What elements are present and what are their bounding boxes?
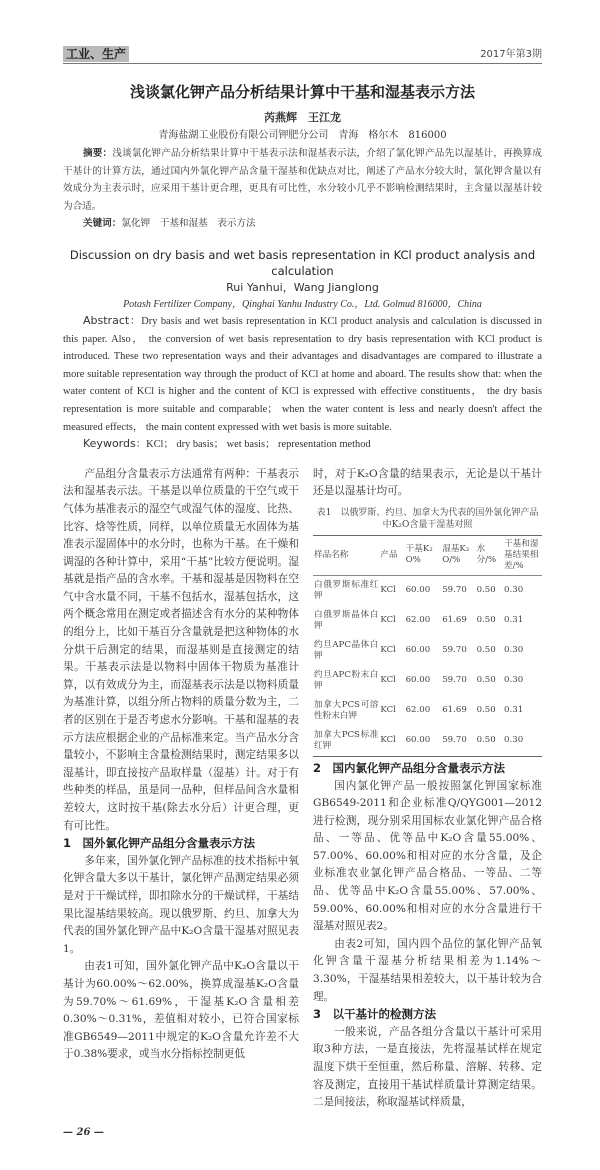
table-cell: 0.50	[476, 705, 496, 716]
table-cell: 0.50	[476, 675, 496, 686]
english-affiliation: Potash Fertilizer Company，Qinghai Yanhu Industry Co.，Ltd. Golmud 816000，China	[123, 298, 482, 310]
english-abstract	[63, 313, 542, 436]
table-cell: 0.50	[476, 645, 496, 656]
table-cell: KCl	[380, 735, 396, 746]
table-cell: 0.30	[504, 585, 524, 596]
table-cell: 59.70	[442, 735, 467, 746]
table-cell: 白俄罗斯标准红钾	[314, 579, 379, 601]
right-column	[313, 466, 542, 1112]
table-cell: 0.50	[476, 735, 496, 746]
table-cell: 白俄罗斯晶体白钾	[314, 609, 379, 631]
data-table	[313, 535, 542, 757]
table-cell: 约旦APC晶体白钾	[314, 639, 379, 661]
english-keywords	[63, 436, 542, 454]
table-header-cell: 湿基K₂O/%	[441, 535, 475, 575]
journal-issue: 2017年第3期	[480, 49, 542, 60]
body-columns	[63, 466, 542, 1112]
table-caption: 表1 以俄罗斯、约旦、加拿大为代表的国外氯化钾产品中K₂O含量干湿基对照	[316, 507, 539, 530]
table-row	[313, 696, 542, 726]
english-keywords-text: ：KCl； dry basis； wet basis； representation method	[135, 439, 371, 451]
left-column	[63, 466, 299, 1064]
abstract-cn-text: 浅谈氯化钾产品分析结果计算中干基表示法和湿基表示法，介绍了氯化钾产品先以湿基计，再换算成干基计的计算方法，通过国内外氯化钾产品含量干湿基和优缺点对比，阐述了产品水分较大时，氯化钾含量以有效成分为主表示时，应采用干基计更合理，更具有可比性，水分较小几乎不影响检测结果时，主含量以湿基计较为合适。	[63, 148, 543, 212]
table-header-cell: 干基和湿基结果相差/%	[503, 535, 542, 575]
english-abstract-label: Abstract	[83, 313, 130, 327]
table-cell: KCl	[380, 705, 396, 716]
table-cell: 约旦APC粉末白钾	[314, 669, 379, 691]
table-cell: 0.31	[504, 705, 524, 716]
table-cell: 0.50	[476, 585, 496, 596]
keywords-cn-label: 关键词：	[83, 218, 122, 230]
table-cell: 60.00	[405, 645, 431, 656]
table-header-cell: 水分/%	[476, 535, 503, 575]
table-cell: KCl	[380, 645, 396, 656]
abstract-cn-label: 摘要：	[83, 148, 113, 159]
abstract-cn	[63, 145, 542, 215]
table-cell: KCl	[380, 675, 396, 686]
keywords-cn	[63, 215, 542, 233]
table-cell: 0.30	[504, 645, 524, 656]
table-header-row	[313, 535, 542, 575]
table-cell: 60.00	[405, 735, 431, 746]
english-keywords-label: Keywords	[83, 437, 136, 451]
body-paragraph: 时，对于K₂O含量的结果表示，无论是以干基计还是以湿基计均可。	[313, 467, 542, 498]
table-row	[313, 636, 542, 666]
authors: 芮燕辉 王江龙	[264, 111, 341, 124]
table-cell: 0.30	[504, 735, 524, 746]
table-cell: 59.70	[442, 675, 467, 686]
table-header-cell: 产品	[379, 535, 404, 575]
body-paragraph: 产品组分含量表示方法通常有两种：干基表示法和湿基表示法。干基是以单位质量的干空气或干气体为基准表示的湿空气或湿气体的湿度、比热、比容、焓等性质，同样，以单位质量无水固体为基准表示湿固体中的水分时，也称为干基。在干燥和调湿的各种计算中，采用“干基”比较方便说明。湿基就是指产品的含水率。干基和湿基是因物料在空气中含水量不同，干基不包括水，湿基包括水，这两个概念常用在测定或者描述含有水分的某种物体的组分上，比如干基百分含量就是把这种物体的水分烘干后测定的结果，而湿基则是直接测定的结果。干基表示法是以物料中固体干物质为基准计算，以有效成分为主，而湿基表示法是以物料质量为基准计算，以组分所占物料的质量分数为主，二者的区别在于是否考虑水分影响。干基和湿基的表示方法应根据企业的产品标准来定。当产品水分含量较小，不影响主含量检测结果时，测定结果多以湿基计，即直接按产品取样量（湿基）计。对于有些种类的样品，虽是同一品种，但样品间含水量相差较大，这时按干基(除去水分后）计更合理，更有可比性。	[63, 467, 299, 832]
table-cell: 0.30	[504, 675, 524, 686]
table-cell: 59.70	[442, 645, 467, 656]
journal-section-label: 工业、生产	[63, 46, 129, 62]
table-row	[313, 666, 542, 696]
body-paragraph: 国内氯化钾产品一般按照氯化钾国家标准GB6549-2011和企业标准Q/QYG001—2012进行检测，现分别采用国标农业氯化钾产品合格品、一等品、优等品中K₂O含量55.00%、57.00%、60.00%和相对应的水分含量，及企业标准农业氯化钾产品合格品、一等品、二等品、优等品中K₂O含量55.00%、57.00%、59.00%、60.00%和相对应的水分含量进行干湿基对照见表2。	[313, 779, 542, 933]
table-header-cell: 样品名称	[313, 535, 379, 575]
table-row	[313, 726, 542, 757]
page-number: — 26 —	[63, 1126, 104, 1138]
affiliation: 青海盐湖工业股份有限公司钾肥分公司 青海 格尔木 816000	[158, 130, 447, 141]
body-paragraph: 由表2可知，国内四个品位的氯化钾产品氧化钾含量干湿基分析结果相差为1.14%～3.30%，干湿基结果相差较大，以干基计较为合理。	[313, 937, 542, 1003]
table-cell: 0.50	[476, 615, 496, 626]
body-paragraph: 由表1可知，国外氯化钾产品中K₂O含量以干基计为60.00%～62.00%，换算成湿基K₂O含量为59.70%～61.69%，干湿基K₂O含量相差0.30%～0.31%，差值相对较小，已符合国家标准GB6549—2011中规定的K₂O含量允许差不大于0.38%要求，或当水分指标控制更低	[63, 960, 299, 1061]
paper-title: 浅谈氯化钾产品分析结果计算中干基和湿基表示方法	[129, 83, 475, 101]
section-heading-3: 3 以干基计的检测方法	[313, 1007, 437, 1022]
table-cell: 0.31	[504, 615, 524, 626]
running-header	[63, 46, 542, 64]
keywords-cn-text: 氯化钾 干基和湿基 表示方法	[121, 218, 256, 230]
section-heading-1: 1 国外氯化钾产品组分含量表示方法	[63, 836, 255, 851]
table-cell: 61.69	[442, 705, 467, 716]
english-title: Discussion on dry basis and wet basis representation in KCl product analysis and calculation	[69, 247, 536, 278]
table-cell: 60.00	[405, 585, 431, 596]
section-heading-2: 2 国内氯化钾产品组分含量表示方法	[313, 760, 505, 775]
table-cell: KCl	[380, 615, 396, 626]
table-row	[313, 575, 542, 606]
table-cell: 加拿大PCS可溶性粉末白钾	[314, 699, 379, 721]
english-authors: Rui Yanhui，Wang Jianglong	[226, 280, 379, 294]
table-cell: KCl	[380, 585, 396, 596]
table-header-cell: 干基K₂O%	[405, 535, 442, 575]
table-cell: 60.00	[405, 675, 431, 686]
table-cell: 59.70	[442, 585, 467, 596]
body-paragraph: 多年来，国外氯化钾产品标准的技术指标中氧化钾含量大多以干基计，氯化钾产品测定结果必须是对于干燥试样，即扣除水分的干燥试样，干基结果比湿基结果较高。现以俄罗斯、约旦、加拿大为代表的国外氯化钾产品中K₂O含量干湿基对照见表1。	[63, 854, 299, 955]
table-cell: 62.00	[405, 705, 431, 716]
body-paragraph: 一般来说，产品各组分含量以干基计可采用取3种方法，一是直接法，先将湿基试样在规定温度下烘干至恒重，然后称量、溶解、转移、定容及测定，直接用干基试样质量计算测定结果。二是间接法，称取湿基试样质量，	[313, 1025, 542, 1109]
table-cell: 加拿大PCS标准红钾	[314, 729, 379, 751]
table-cell: 61.69	[442, 615, 467, 626]
english-abstract-text: ：Dry basis and wet basis representation in KCl product analysis and calculation is discussed in this paper. Also， the conversion of wet basis representation to dry basis representation with KCl product is introduced. These two representation ways and their advantages and disadvantages are compared to illustrate a more suitable representation way through the product of KCl at home and aboard. The results show that: when the water content of KCl is higher and the content of KCl is expressed with effective constituents， the dry basis representation is more suitable and comparable； when the water content is less and nearly doesn't affect the measured effects， the main content expressed with wet basis is more suitable.	[63, 315, 542, 433]
table-row	[313, 606, 542, 636]
table-cell: 62.00	[405, 615, 431, 626]
